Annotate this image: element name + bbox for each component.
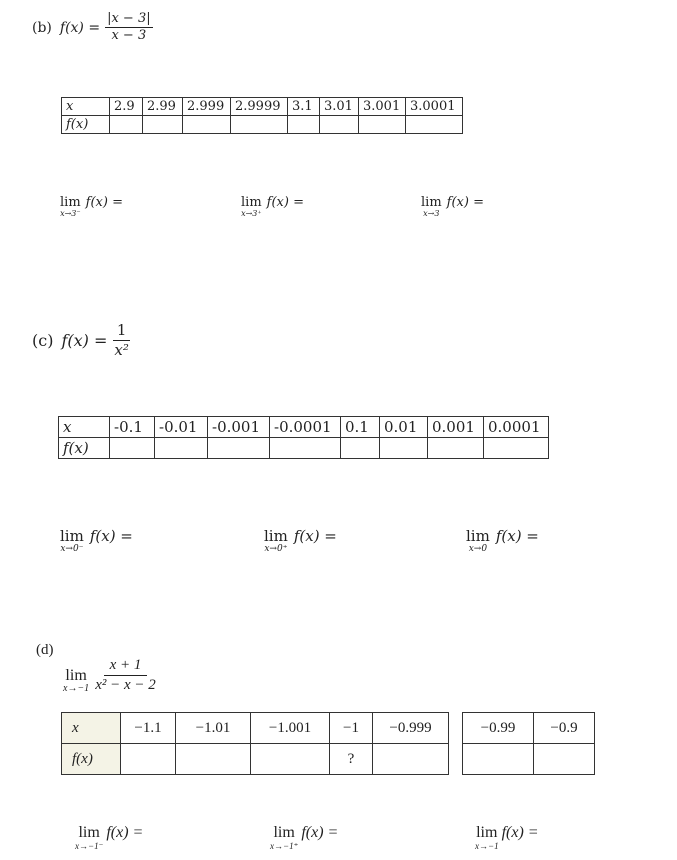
lim-expression: f(x) = bbox=[501, 824, 539, 841]
table-row bbox=[62, 744, 449, 775]
part-b-limit-both bbox=[421, 195, 484, 218]
part-c-limit-both bbox=[466, 527, 539, 554]
part-d-limit-expression bbox=[63, 656, 158, 694]
part-c-limit-right bbox=[264, 527, 337, 554]
fx-cell[interactable] bbox=[380, 438, 428, 459]
part-d-fraction bbox=[93, 657, 158, 693]
part-d-limit-both bbox=[475, 824, 539, 851]
x-header: x bbox=[59, 417, 110, 438]
x-value: -0.01 bbox=[155, 417, 208, 438]
part-d-label: (d) bbox=[36, 642, 54, 658]
table-row bbox=[62, 98, 463, 116]
fx-header: f(x) bbox=[62, 744, 121, 775]
fx-cell[interactable] bbox=[320, 116, 359, 134]
x-value: -0.1 bbox=[110, 417, 155, 438]
fx-header: f(x) bbox=[62, 116, 110, 134]
x-value: −1.001 bbox=[251, 713, 330, 744]
fx-cell[interactable] bbox=[428, 438, 484, 459]
x-value: 0.1 bbox=[341, 417, 380, 438]
lim-subscript: x→−1⁻ bbox=[75, 841, 104, 851]
lim-subscript: x→0⁻ bbox=[60, 544, 84, 554]
lim-word: lim bbox=[466, 527, 490, 545]
part-b-value-table bbox=[61, 97, 463, 134]
x-value: −0.99 bbox=[463, 713, 534, 744]
lim-expression: f(x) = bbox=[446, 195, 484, 210]
part-b-equation bbox=[32, 12, 153, 44]
table-row bbox=[463, 744, 595, 775]
lim-expression: f(x) = bbox=[106, 824, 144, 841]
x-value: 0.001 bbox=[428, 417, 484, 438]
x-value: 3.1 bbox=[288, 98, 320, 116]
part-d-lim-subscript: x→−1 bbox=[63, 683, 90, 694]
x-value: 0.0001 bbox=[484, 417, 549, 438]
part-c-denominator: x² bbox=[114, 340, 129, 359]
fx-cell[interactable] bbox=[155, 438, 208, 459]
part-c-lhs: f(x) = bbox=[61, 330, 108, 350]
x-value: 2.9999 bbox=[231, 98, 288, 116]
x-value: 0.01 bbox=[380, 417, 428, 438]
part-b-limit-right bbox=[241, 195, 304, 218]
lim-expression: f(x) = bbox=[266, 195, 304, 210]
lim-expression: f(x) = bbox=[85, 195, 123, 210]
part-c-limit-left bbox=[60, 527, 133, 554]
part-c-fraction bbox=[112, 322, 130, 358]
fx-cell[interactable] bbox=[373, 744, 449, 775]
part-d-limit-right bbox=[270, 824, 338, 851]
lim-subscript: x→3⁺ bbox=[241, 209, 262, 218]
table-row bbox=[59, 417, 549, 438]
x-value: -0.001 bbox=[208, 417, 270, 438]
part-d-value-table-right bbox=[462, 712, 595, 775]
fx-cell[interactable] bbox=[270, 438, 341, 459]
fx-cell[interactable] bbox=[406, 116, 463, 134]
part-b-lhs: f(x) = bbox=[59, 19, 101, 36]
part-d-lim-word: lim bbox=[65, 667, 87, 684]
x-value: −0.9 bbox=[534, 713, 595, 744]
lim-word: lim bbox=[476, 824, 498, 841]
part-d-value-table bbox=[61, 712, 449, 775]
lim-expression: f(x) = bbox=[495, 527, 539, 545]
fx-cell[interactable] bbox=[359, 116, 406, 134]
fx-cell[interactable] bbox=[251, 744, 330, 775]
part-b-numerator: |x − 3| bbox=[105, 12, 153, 28]
x-value: 3.01 bbox=[320, 98, 359, 116]
fx-cell[interactable] bbox=[143, 116, 183, 134]
x-value: -0.0001 bbox=[270, 417, 341, 438]
lim-word: lim bbox=[60, 527, 84, 545]
lim-subscript: x→0 bbox=[468, 544, 488, 554]
fx-cell[interactable] bbox=[288, 116, 320, 134]
fx-cell[interactable] bbox=[208, 438, 270, 459]
lim-subscript: x→3 bbox=[423, 209, 440, 218]
part-d-limit-left bbox=[75, 824, 143, 851]
lim-word: lim bbox=[273, 824, 295, 841]
lim-expression: f(x) = bbox=[293, 527, 337, 545]
x-value: −1 bbox=[330, 713, 373, 744]
fx-header: f(x) bbox=[59, 438, 110, 459]
lim-expression: f(x) = bbox=[89, 527, 133, 545]
fx-cell[interactable] bbox=[121, 744, 176, 775]
x-value: 3.001 bbox=[359, 98, 406, 116]
table-row bbox=[62, 713, 449, 744]
fx-cell[interactable] bbox=[110, 438, 155, 459]
part-c-value-table bbox=[58, 416, 549, 459]
fx-cell[interactable] bbox=[463, 744, 534, 775]
lim-word: lim bbox=[241, 195, 262, 210]
table-row bbox=[463, 713, 595, 744]
x-value: 3.0001 bbox=[406, 98, 463, 116]
fx-cell[interactable] bbox=[534, 744, 595, 775]
table-row bbox=[59, 438, 549, 459]
part-d-denominator: x² − x − 2 bbox=[95, 676, 156, 693]
x-value: −1.01 bbox=[176, 713, 251, 744]
part-b-fraction bbox=[105, 12, 153, 44]
lim-word: lim bbox=[60, 195, 81, 210]
fx-cell[interactable] bbox=[110, 116, 143, 134]
part-c-equation bbox=[32, 322, 131, 358]
fx-cell[interactable] bbox=[231, 116, 288, 134]
part-c-label: (c) bbox=[32, 330, 54, 350]
fx-cell[interactable] bbox=[183, 116, 231, 134]
fx-cell[interactable] bbox=[341, 438, 380, 459]
lim-word: lim bbox=[421, 195, 442, 210]
fx-undefined-cell: ? bbox=[330, 744, 373, 775]
fx-cell[interactable] bbox=[176, 744, 251, 775]
lim-subscript: x→0⁺ bbox=[264, 544, 288, 554]
part-d-numerator: x + 1 bbox=[104, 657, 148, 676]
lim-subscript: x→−1⁺ bbox=[270, 841, 299, 851]
part-b-label: (b) bbox=[32, 19, 52, 36]
lim-word: lim bbox=[264, 527, 288, 545]
table-row bbox=[62, 116, 463, 134]
lim-expression: f(x) = bbox=[301, 824, 339, 841]
x-value: 2.999 bbox=[183, 98, 231, 116]
x-value: 2.9 bbox=[110, 98, 143, 116]
x-value: −0.999 bbox=[373, 713, 449, 744]
lim-word: lim bbox=[78, 824, 100, 841]
lim-subscript: x→−1 bbox=[475, 841, 499, 851]
part-b-denominator: x − 3 bbox=[111, 28, 147, 44]
part-c-numerator: 1 bbox=[113, 322, 131, 341]
x-value: −1.1 bbox=[121, 713, 176, 744]
x-value: 2.99 bbox=[143, 98, 183, 116]
fx-cell[interactable] bbox=[484, 438, 549, 459]
lim-subscript: x→3⁻ bbox=[60, 209, 81, 218]
part-b-limit-left bbox=[60, 195, 123, 218]
x-header: x bbox=[62, 713, 121, 744]
x-header: x bbox=[62, 98, 110, 116]
